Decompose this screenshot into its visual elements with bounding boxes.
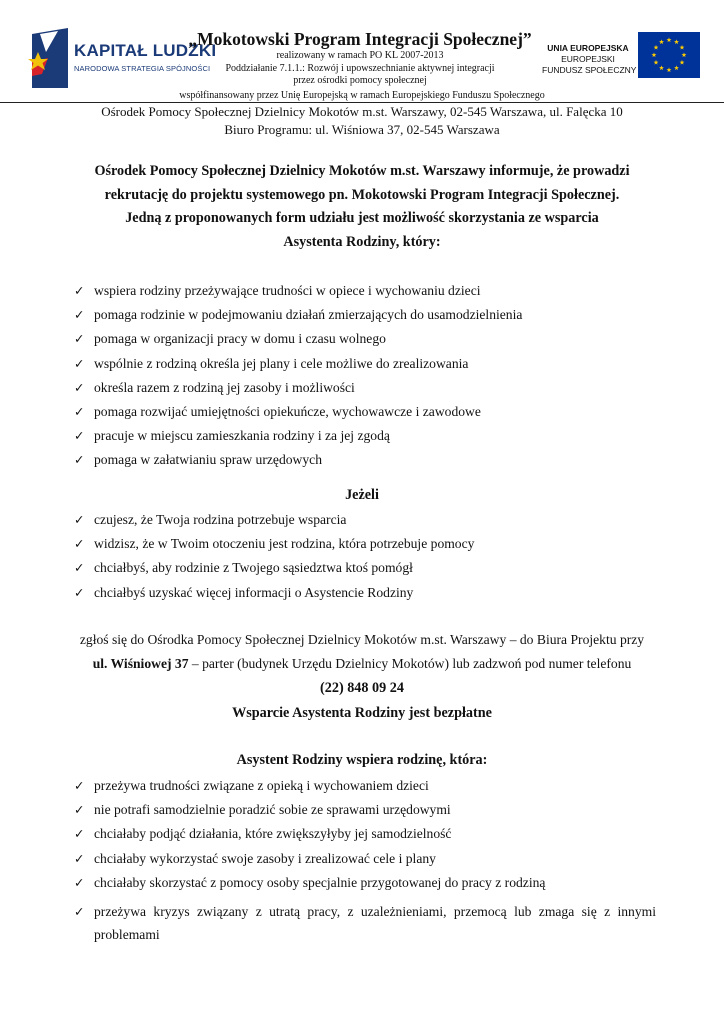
if-conditions-list (74, 508, 474, 605)
list-item (74, 376, 522, 400)
eu-logo-line: EUROPEJSKI (561, 54, 615, 64)
checkmark-icon: ✓ (74, 331, 85, 347)
program-header (180, 28, 540, 88)
list-item (74, 581, 474, 605)
checkmark-icon: ✓ (74, 802, 85, 818)
list-item (74, 774, 545, 798)
free-support-note: Wsparcie Asystenta Rodziny jest bezpłatne (232, 705, 492, 721)
contact-line (30, 652, 694, 676)
list-item-text: chciałaby skorzystać z pomocy osoby specjalnie przygotowanej do pracy z rodziną (94, 874, 546, 890)
kapital-ludzki-title: KAPITAŁ LUDZKI (74, 41, 217, 60)
intro-line: rekrutację do projektu systemowego pn. Mokotowski Program Integracji Społecznej. (104, 186, 620, 203)
intro-line: Ośrodek Pomocy Społecznej Dzielnicy Mokotów m.st. Warszawy informuje, że prowadzi (94, 163, 630, 179)
list-item-text: pomaga rodzinie w podejmowaniu działań zmierzających do usamodzielnienia (94, 307, 523, 323)
address-line: Biuro Programu: ul. Wiśniowa 37, 02-545 Warszawa (224, 122, 500, 137)
list-item (74, 303, 522, 327)
checkmark-icon: ✓ (74, 874, 85, 890)
intro-line: Jedną z proponowanych form udziału jest możliwość skorzystania ze wsparcia (125, 210, 599, 226)
letterhead (0, 0, 724, 104)
list-item (74, 847, 545, 871)
list-item (74, 352, 522, 376)
heading-if: Jeżeli (345, 487, 379, 503)
list-item (74, 556, 474, 580)
checkmark-icon: ✓ (74, 355, 85, 371)
checkmark-icon: ✓ (74, 512, 85, 527)
checkmark-icon: ✓ (74, 379, 85, 395)
cofinancing-note: współfinansowany przez Unię Europejską w ramach Europejskiego Funduszu Społecznego (179, 90, 545, 101)
kapital-ludzki-subtitle: NARODOWA STRATEGIA SPÓJNOŚCI (74, 64, 211, 73)
checkmark-icon: ✓ (74, 778, 85, 793)
list-item-text: pomaga w załatwianiu spraw urzędowych (94, 452, 322, 468)
intro-paragraph (60, 160, 664, 254)
project-office-address: ul. Wiśniowej 37 (92, 656, 189, 671)
checkmark-icon: ✓ (74, 307, 85, 323)
checkmark-icon: ✓ (74, 428, 85, 444)
heading-family: Asystent Rodziny wspiera rodzinę, która: (236, 752, 488, 768)
list-item (74, 900, 656, 946)
checkmark-icon: ✓ (74, 826, 85, 842)
list-item-text: chciałaby podjąć działania, które zwiększyłyby jej samodzielność (94, 826, 452, 842)
checkmark-icon: ✓ (74, 904, 85, 919)
office-address (0, 103, 724, 139)
list-item (74, 424, 522, 448)
program-subline: realizowany w ramach PO KL 2007-2013 (276, 50, 444, 61)
assistant-duties-list (74, 279, 522, 473)
checkmark-icon: ✓ (74, 536, 85, 552)
intro-line: Asystenta Rodziny, który: (283, 233, 441, 250)
list-item-text: widzisz, że w Twoim otoczeniu jest rodzina, która potrzebuje pomocy (94, 536, 475, 552)
address-line: Ośrodek Pomocy Społecznej Dzielnicy Mokotów m.st. Warszawy, 02-545 Warszawa, ul. Falęcka 10 (101, 104, 623, 119)
program-subline: Poddziałanie 7.1.1.: Rozwój i upowszechnianie aktywnej integracji (225, 62, 495, 74)
program-title: „Mokotowski Program Integracji Społecznej” (188, 29, 532, 49)
list-item (74, 400, 522, 424)
contact-paragraph (30, 628, 694, 676)
list-item-text: pracuje w miejscu zamieszkania rodziny i za jej zgodą (94, 428, 390, 444)
list-item-text: pomaga w organizacji pracy w domu i czasu wolnego (94, 331, 386, 347)
list-item (74, 532, 474, 556)
eu-logo-text (542, 43, 637, 76)
list-item-text: chciałbyś uzyskać więcej informacji o Asystencie Rodziny (94, 584, 414, 600)
phone-number: (22) 848 09 24 (320, 680, 404, 696)
list-item-text: przeżywa kryzys związany z utratą pracy, z uzależnieniami, przemocą lub zmaga się z innymi problemami (94, 904, 656, 942)
kapital-ludzki-emblem-icon (28, 28, 74, 88)
list-item (74, 508, 474, 532)
checkmark-icon: ✓ (74, 403, 85, 419)
list-item (74, 327, 522, 351)
list-item (74, 871, 545, 895)
list-item (74, 448, 522, 472)
list-item-text: nie potrafi samodzielnie poradzić sobie ze sprawami urzędowymi (94, 802, 451, 818)
eu-flag-icon (638, 32, 700, 78)
contact-line: zgłoś się do Ośrodka Pomocy Społecznej Dzielnicy Mokotów m.st. Warszawy – do Biura Projektu przy (79, 632, 645, 647)
list-item-text: chciałaby wykorzystać swoje zasoby i zrealizować cele i plany (94, 850, 436, 866)
checkmark-icon: ✓ (74, 452, 85, 468)
list-item-text: pomaga rozwijać umiejętności opiekuńcze, wychowawcze i zawodowe (94, 403, 481, 419)
list-item (74, 279, 522, 303)
family-criteria-list (74, 774, 545, 895)
eu-logo-line: FUNDUSZ SPOŁECZNY (542, 65, 637, 75)
list-item-text: chciałbyś, aby rodzinie z Twojego sąsiedztwa ktoś pomógł (94, 560, 413, 576)
contact-line-rest: – parter (budynek Urzędu Dzielnicy Mokotów) lub zadzwoń pod numer telefonu (188, 656, 632, 671)
list-item-text: czujesz, że Twoja rodzina potrzebuje wsparcia (94, 512, 347, 527)
checkmark-icon: ✓ (74, 560, 85, 576)
checkmark-icon: ✓ (74, 283, 85, 298)
kapital-ludzki-logo (28, 28, 217, 90)
list-item-text: przeżywa trudności związane z opieką i wychowaniem dzieci (94, 778, 429, 793)
list-item (74, 822, 545, 846)
checkmark-icon: ✓ (74, 850, 85, 866)
list-item-text: określa razem z rodziną jej zasoby i możliwości (94, 379, 355, 395)
program-subline: przez ośrodki pomocy społecznej (293, 75, 427, 86)
list-item-text: wspólnie z rodziną określa jej plany i cele możliwe do zrealizowania (94, 355, 469, 371)
list-item (74, 798, 545, 822)
list-item-text: wspiera rodziny przeżywające trudności w opiece i wychowaniu dzieci (94, 283, 481, 298)
eu-logo-line: UNIA EUROPEJSKA (547, 43, 629, 53)
checkmark-icon: ✓ (74, 584, 85, 600)
